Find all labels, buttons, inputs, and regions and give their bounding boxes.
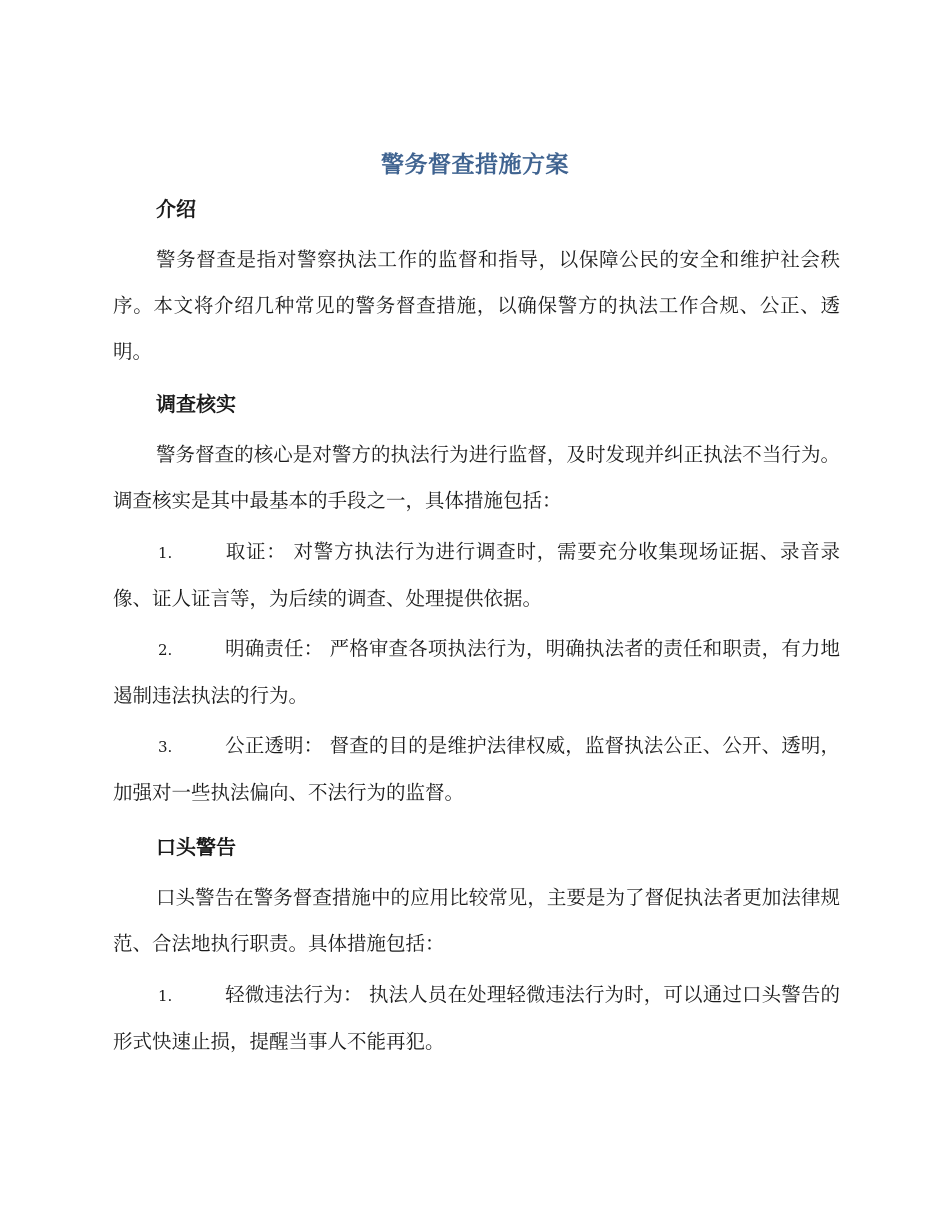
list-item-number: 1.: [158, 987, 173, 1005]
list-item-text: 公正透明： 督查的目的是维护法律权威，监督执法公正、公开、透明，加强对一些执法偏向、不法行为的监督。: [113, 734, 840, 804]
document-title: 警务督查措施方案: [381, 152, 569, 178]
paragraph-intro: 警务督查是指对警察执法工作的监督和指导，以保障公民的安全和维护社会秩序。本文将介绍几种常见的警务督查措施，以确保警方的执法工作合规、公正、透明。: [113, 248, 840, 363]
paragraph-investigation: 警务督查的核心是对警方的执法行为进行监督，及时发现并纠正执法不当行为。调查核实是其中最基本的手段之一，具体措施包括：: [113, 443, 840, 512]
list-item-text: 轻微违法行为： 执法人员在处理轻微违法行为时，可以通过口头警告的形式快速止损，提醒当事人不能再犯。: [113, 983, 840, 1053]
list-item-number: 1.: [158, 544, 173, 562]
section-heading-verbal-warning: 口头警告: [156, 835, 236, 859]
list-item-text: 明确责任： 严格审查各项执法行为，明确执法者的责任和职责，有力地遏制违法执法的行为。: [113, 637, 840, 707]
list-item: [113, 626, 840, 719]
list-item: [113, 723, 840, 816]
paragraph-verbal-warning: 口头警告在警务督查措施中的应用比较常见，主要是为了督促执法者更加法律规范、合法地执行职责。具体措施包括：: [113, 886, 840, 955]
list-item-text: 取证： 对警方执法行为进行调查时，需要充分收集现场证据、录音录像、证人证言等，为后续的调查、处理提供依据。: [113, 540, 840, 610]
list-item-number: 3.: [158, 738, 173, 756]
list-item: [113, 529, 840, 622]
list-item-number: 2.: [158, 641, 173, 659]
section-heading-investigation: 调查核实: [156, 392, 236, 416]
list-item: [113, 972, 840, 1065]
section-heading-intro: 介绍: [156, 197, 196, 221]
